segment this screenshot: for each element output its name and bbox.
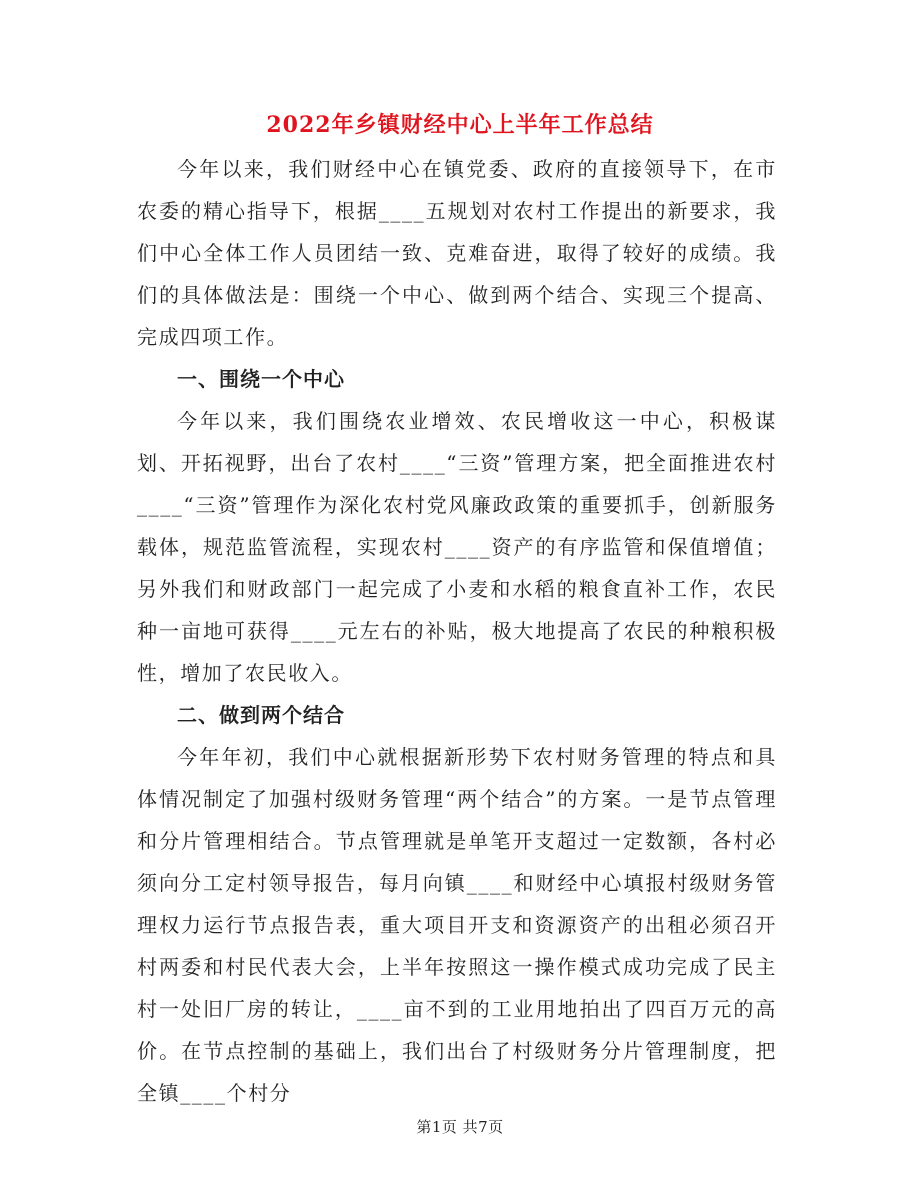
section-heading: 二、做到两个结合: [177, 703, 345, 727]
document-title: 2022年乡镇财经中心上半年工作总结: [266, 112, 654, 138]
paragraph: 今年以来，我们围绕农业增效、农民增收这一中心，积极谋划、开拓视野，出台了农村____“三资”管理方案，把全面推进农村____“三资”管理作为深化农村党风廉政政策的重要抓手，创新服务载体，规范监管流程，实现农村____资产的有序监管和保值增值；另外我们和财政部门一起完成了小麦和水稻的粮食直补工作，农民种一亩地可获得____元左右的补贴，极大地提高了农民的种粮积极性，增加了农民收入。: [137, 409, 777, 685]
section-heading: 一、围绕一个中心: [177, 367, 345, 391]
paragraph: 今年以来，我们财经中心在镇党委、政府的直接领导下，在市农委的精心指导下，根据____五规划对农村工作提出的新要求，我们中心全体工作人员团结一致、克难奋进，取得了较好的成绩。我们的具体做法是：围绕一个中心、做到两个结合、实现三个提高、完成四项工作。: [137, 157, 777, 349]
document-body: [137, 148, 777, 1114]
paragraph: 今年年初，我们中心就根据新形势下农村财务管理的特点和具体情况制定了加强村级财务管理“两个结合”的方案。一是节点管理和分片管理相结合。节点管理就是单笔开支超过一定数额，各村必须向分工定村领导报告，每月向镇____和财经中心填报村级财务管理权力运行节点报告表，重大项目开支和资源资产的出租必须召开村两委和村民代表大会，上半年按照这一操作模式成功完成了民主村一处旧厂房的转让，____亩不到的工业用地拍出了四百万元的高价。在节点控制的基础上，我们出台了村级财务分片管理制度，把全镇____个村分: [137, 745, 777, 1105]
page-number: 第1页 共7页: [416, 1118, 504, 1136]
